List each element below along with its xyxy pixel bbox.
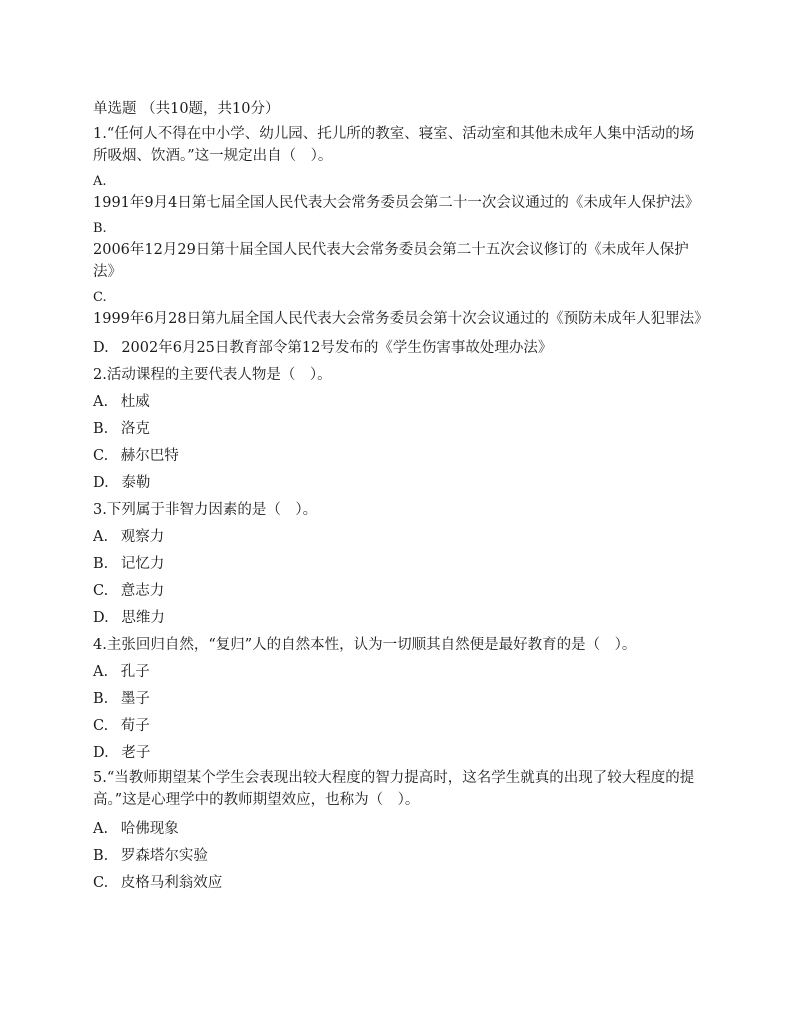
option-text: 洛克 [120,421,150,437]
option-letter: D. [93,610,109,626]
question-4 [93,632,705,767]
option-text: 老子 [121,745,151,761]
option-text: 思维力 [121,610,165,626]
question-stem: 3.下列属于非智力因素的是（ ）。 [93,502,318,518]
option-letter: C. [93,290,107,305]
question-stem: 5.“当教师期望某个学生会表现出较大程度的智力提高时，这名学生就真的出现了较大程度的提高。”这是心理学中的教师期望效应，也称为（ ）。 [93,770,695,808]
option-a[interactable] [93,389,705,416]
option-letter: D. [93,475,109,491]
option-text: 皮格马利翁效应 [120,875,223,891]
option-letter: D. [93,745,109,761]
option-a[interactable] [93,172,705,219]
option-c[interactable] [93,870,705,897]
section-title: 单选题 （共10题，共10分） [93,101,280,117]
question-2 [93,362,705,497]
option-letter: C. [93,718,109,734]
option-letter: B. [93,221,107,236]
option-text: 观察力 [120,529,165,545]
question-stem: 2.活动课程的主要代表人物是（ ）。 [93,367,332,383]
option-text: 荀子 [120,718,150,734]
option-c[interactable] [93,713,705,740]
option-text: 1999年6月28日第九届全国人民代表大会常务委员会第十次会议通过的《预防未成年人犯罪法》 [93,311,709,327]
option-b[interactable] [93,551,705,578]
option-b[interactable] [93,219,705,288]
option-text: 哈佛现象 [120,821,179,837]
option-c[interactable] [93,443,705,470]
question-stem: 4.主张回归自然，“复归”人的自然本性，认为一切顺其自然便是最好教育的是（ ）。 [93,637,637,653]
option-d[interactable] [93,740,705,767]
option-letter: A. [93,664,109,680]
option-letter: D. [93,340,109,356]
option-a[interactable] [93,659,705,686]
option-letter: A. [93,174,107,189]
question-5 [93,767,705,897]
option-b[interactable] [93,686,705,713]
option-d[interactable] [93,335,705,362]
option-letter: C. [93,448,109,464]
option-a[interactable] [93,524,705,551]
option-c[interactable] [93,288,709,335]
option-letter: A. [93,821,109,837]
option-text: 意志力 [120,583,165,599]
exam-page [93,96,709,897]
option-d[interactable] [93,605,705,632]
option-letter: B. [93,421,109,437]
option-text: 1991年9月4日第七届全国人民代表大会常务委员会第二十一次会议通过的《未成年人保护法》 [93,195,700,211]
option-text: 2006年12月29日第十届全国人民代表大会常务委员会第二十五次会议修订的《未成年人保护法》 [93,242,689,280]
option-letter: C. [93,583,109,599]
option-b[interactable] [93,843,705,870]
question-stem: 1.“任何人不得在中小学、幼儿园、托儿所的教室、寝室、活动室和其他未成年人集中活动的场所吸烟、饮酒。”这一规定出自（ ）。 [93,126,695,164]
option-text: 2002年6月25日教育部令第12号发布的《学生伤害事故处理办法》 [121,340,553,356]
option-letter: B. [93,691,109,707]
option-text: 泰勒 [121,475,151,491]
question-1 [93,123,709,362]
option-text: 孔子 [120,664,150,680]
option-c[interactable] [93,578,705,605]
question-3 [93,497,705,632]
option-text: 墨子 [120,691,150,707]
option-b[interactable] [93,416,705,443]
option-a[interactable] [93,816,705,843]
option-text: 杜威 [120,394,150,410]
option-letter: C. [93,875,109,891]
option-text: 赫尔巴特 [120,448,179,464]
option-letter: A. [93,529,109,545]
option-d[interactable] [93,470,705,497]
option-letter: A. [93,394,109,410]
option-text: 记忆力 [120,556,165,572]
option-text: 罗森塔尔实验 [120,848,208,864]
option-letter: B. [93,848,109,864]
option-letter: B. [93,556,109,572]
